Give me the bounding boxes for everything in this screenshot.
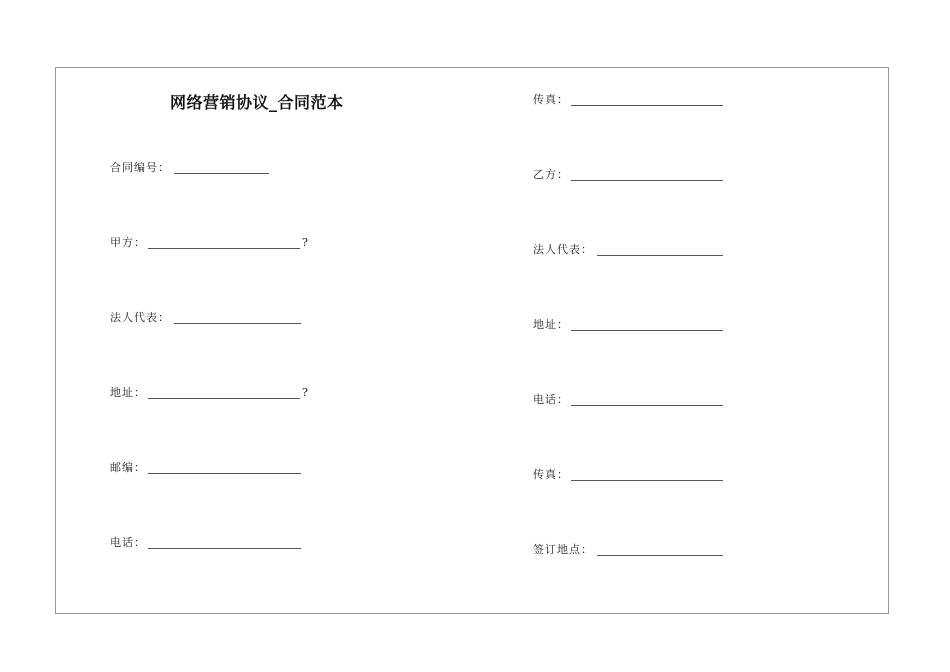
fill-in-line[interactable] xyxy=(174,173,269,174)
document-title: 网络营销协议_合同范本 xyxy=(170,93,344,112)
field-label: 合同编号： xyxy=(110,161,170,174)
field-label: 法人代表： xyxy=(533,243,593,256)
fill-in-line[interactable] xyxy=(148,548,301,549)
field-label: 签订地点： xyxy=(533,543,593,556)
field-party-a xyxy=(110,235,308,251)
fill-in-line[interactable] xyxy=(148,473,301,474)
field-signing-place xyxy=(533,542,593,558)
field-phone-a xyxy=(110,535,146,551)
fill-in-line[interactable] xyxy=(571,105,723,106)
field-fax-a xyxy=(533,92,569,108)
fill-in-line[interactable] xyxy=(571,405,723,406)
fill-in-line[interactable] xyxy=(148,398,300,399)
field-label: 传真： xyxy=(533,93,569,106)
field-address-a xyxy=(110,385,308,401)
field-label: 地址： xyxy=(110,386,146,399)
fill-in-line[interactable] xyxy=(597,255,723,256)
field-label: 电话： xyxy=(533,393,569,406)
field-party-b xyxy=(533,167,569,183)
field-label: 传真： xyxy=(533,468,569,481)
field-postcode-a xyxy=(110,460,146,476)
fill-in-line[interactable] xyxy=(597,555,723,556)
field-legal-rep-b xyxy=(533,242,593,258)
field-legal-rep-a xyxy=(110,310,170,326)
fill-in-line[interactable] xyxy=(571,480,723,481)
field-fax-b xyxy=(533,467,569,483)
document-page xyxy=(55,67,889,614)
field-label: 甲方： xyxy=(110,236,146,249)
field-label: 法人代表： xyxy=(110,311,170,324)
field-suffix: ? xyxy=(302,236,308,249)
fill-in-line[interactable] xyxy=(571,330,723,331)
fill-in-line[interactable] xyxy=(148,248,300,249)
fill-in-line[interactable] xyxy=(571,180,723,181)
field-address-b xyxy=(533,317,569,333)
field-label: 邮编： xyxy=(110,461,146,474)
field-contract-number xyxy=(110,160,170,176)
field-label: 乙方： xyxy=(533,168,569,181)
field-label: 电话： xyxy=(110,536,146,549)
fill-in-line[interactable] xyxy=(174,323,301,324)
field-label: 地址： xyxy=(533,318,569,331)
field-suffix: ? xyxy=(302,386,308,399)
field-phone-b xyxy=(533,392,569,408)
